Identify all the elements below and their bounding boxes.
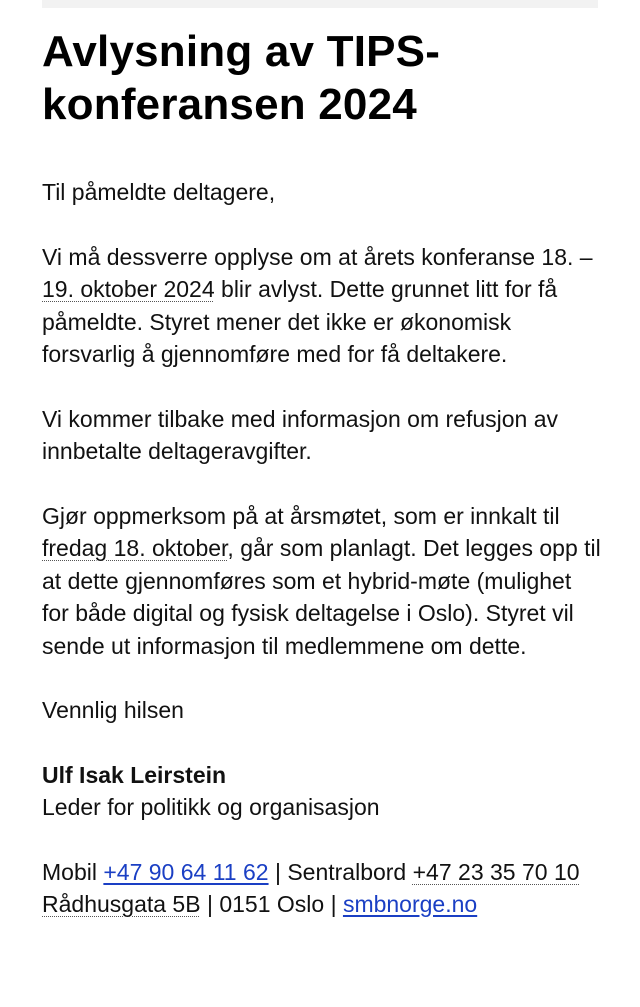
paragraph-annual-meeting [42,500,602,663]
contact-line-address [42,888,602,921]
paragraph-annual-meeting-text-end: , går som planlagt. Det legges opp til at dette gjennomføres som et hybrid-møte (mulighet for både digital og fysisk deltagelse i Oslo). Styret vil sende ut informasjon til medlemmene om dette. [42,535,601,659]
paragraph-refund: Vi kommer tilbake med informasjon om refusjon av innbetalte deltageravgifter. [42,405,559,464]
conference-date-link[interactable]: 19. oktober 2024 [42,276,215,302]
signature-role: Leder for politikk og organisasjon [42,794,380,820]
top-divider [42,0,598,8]
postal-city: | 0151 Oslo | [200,891,343,917]
meeting-date-link[interactable]: fredag 18. oktober [42,535,228,561]
address-link[interactable]: Rådhusgata 5B [42,891,201,917]
paragraph-annual-meeting-text-start: Gjør oppmerksom på at årsmøtet, som er innkalt til [42,502,560,529]
greeting: Til påmeldte deltagere, [42,179,276,205]
paragraph-cancellation-text-start: Vi må dessverre opplyse om at årets konferanse 18. – [42,243,593,270]
mobile-number-link[interactable]: +47 90 64 11 62 [103,858,269,885]
paragraph-cancellation-text-end: blir avlyst. Dette grunnet litt for få påmeldte. Styret mener det ikke er økonomisk forsvarlig å gjennomføre med for få deltakere. [42,276,558,367]
email-body [42,25,602,921]
signature-name: Ulf Isak Leirstein [42,761,227,788]
switchboard-number-link[interactable]: +47 23 35 70 10 [412,858,580,885]
website-link[interactable]: smbnorge.no [342,891,478,917]
contact-line-phone [42,856,602,889]
switchboard-label: | Sentralbord [268,858,413,885]
email-title: Avlysning av TIPS-konferansen 2024 [42,27,441,129]
paragraph-cancellation [42,241,602,371]
mobile-label: Mobil [42,858,104,885]
closing: Vennlig hilsen [42,697,184,723]
